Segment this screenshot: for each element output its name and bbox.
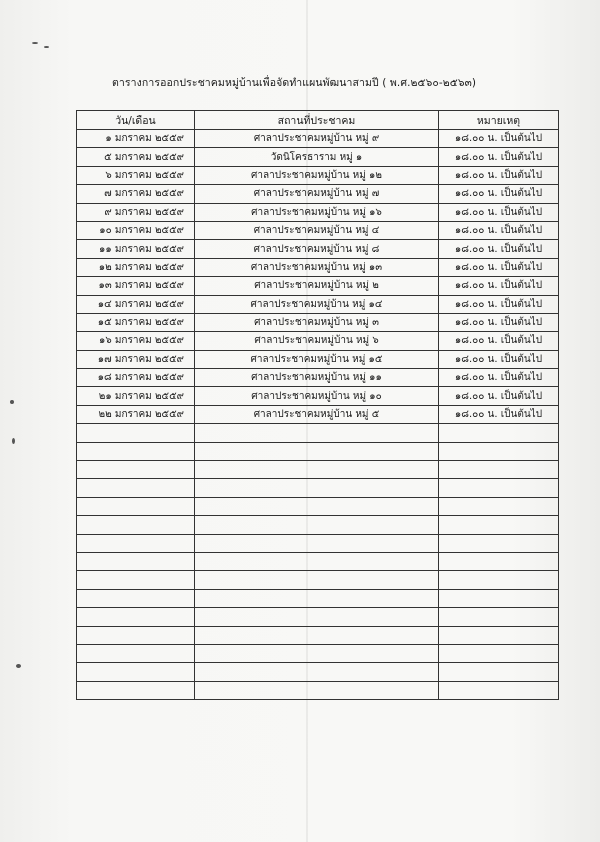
row-place: ศาลาประชาคมหมู่บ้าน หมู่ ๙ bbox=[195, 130, 439, 148]
table-row bbox=[77, 130, 559, 148]
table-row bbox=[77, 258, 559, 276]
row-place: ศาลาประชาคมหมู่บ้าน หมู่ ๑๒ bbox=[195, 166, 439, 184]
row-note bbox=[439, 442, 559, 460]
table-body bbox=[77, 130, 559, 700]
row-note: ๑๘.๐๐ น. เป็นต้นไป bbox=[439, 148, 559, 166]
table-row bbox=[77, 571, 559, 589]
row-place: ศาลาประชาคมหมู่บ้าน หมู่ ๘ bbox=[195, 240, 439, 258]
row-note: ๑๘.๐๐ น. เป็นต้นไป bbox=[439, 221, 559, 239]
row-note: ๑๘.๐๐ น. เป็นต้นไป bbox=[439, 166, 559, 184]
table-row bbox=[77, 332, 559, 350]
row-place bbox=[195, 516, 439, 534]
row-place bbox=[195, 663, 439, 681]
row-place: ศาลาประชาคมหมู่บ้าน หมู่ ๑๕ bbox=[195, 350, 439, 368]
table-row bbox=[77, 681, 559, 699]
table-row bbox=[77, 277, 559, 295]
row-note: ๑๘.๐๐ น. เป็นต้นไป bbox=[439, 240, 559, 258]
row-date bbox=[77, 626, 195, 644]
table-row bbox=[77, 424, 559, 442]
row-date: ๑๕ มกราคม ๒๕๕๙ bbox=[77, 313, 195, 331]
document-title: ตารางการออกประชาคมหมู่บ้านเพื่อจัดทำแผนพัฒนาสามปี ( พ.ศ.๒๕๖๐-๒๕๖๓) bbox=[112, 77, 477, 89]
row-note: ๑๘.๐๐ น. เป็นต้นไป bbox=[439, 130, 559, 148]
row-note bbox=[439, 663, 559, 681]
row-date bbox=[77, 644, 195, 662]
row-date: ๕ มกราคม ๒๕๕๙ bbox=[77, 148, 195, 166]
row-date: ๑๔ มกราคม ๒๕๕๙ bbox=[77, 295, 195, 313]
row-date bbox=[77, 589, 195, 607]
table-row bbox=[77, 663, 559, 681]
row-date: ๑ มกราคม ๒๕๕๙ bbox=[77, 130, 195, 148]
row-note bbox=[439, 424, 559, 442]
table-row bbox=[77, 185, 559, 203]
table-row bbox=[77, 626, 559, 644]
scan-speck bbox=[12, 438, 15, 444]
row-place bbox=[195, 534, 439, 552]
row-place bbox=[195, 424, 439, 442]
row-place: ศาลาประชาคมหมู่บ้าน หมู่ ๓ bbox=[195, 313, 439, 331]
row-date: ๑๗ มกราคม ๒๕๕๙ bbox=[77, 350, 195, 368]
row-note: ๑๘.๐๐ น. เป็นต้นไป bbox=[439, 350, 559, 368]
row-note bbox=[439, 479, 559, 497]
row-note bbox=[439, 571, 559, 589]
row-note bbox=[439, 552, 559, 570]
row-date bbox=[77, 516, 195, 534]
row-place bbox=[195, 681, 439, 699]
row-place bbox=[195, 626, 439, 644]
scan-speck bbox=[44, 46, 49, 48]
row-place: ศาลาประชาคมหมู่บ้าน หมู่ ๑๐ bbox=[195, 387, 439, 405]
row-note bbox=[439, 516, 559, 534]
row-place bbox=[195, 571, 439, 589]
table-row bbox=[77, 644, 559, 662]
row-place: ศาลาประชาคมหมู่บ้าน หมู่ ๕ bbox=[195, 405, 439, 423]
scan-speck bbox=[16, 664, 21, 668]
row-note: ๑๘.๐๐ น. เป็นต้นไป bbox=[439, 185, 559, 203]
header-date: วัน/เดือน bbox=[77, 111, 195, 130]
table-row bbox=[77, 148, 559, 166]
table-row bbox=[77, 295, 559, 313]
row-place: ศาลาประชาคมหมู่บ้าน หมู่ ๔ bbox=[195, 221, 439, 239]
row-note: ๑๘.๐๐ น. เป็นต้นไป bbox=[439, 313, 559, 331]
header-place: สถานที่ประชาคม bbox=[195, 111, 439, 130]
row-place bbox=[195, 461, 439, 479]
row-note: ๑๘.๐๐ น. เป็นต้นไป bbox=[439, 369, 559, 387]
row-place: ศาลาประชาคมหมู่บ้าน หมู่ ๒ bbox=[195, 277, 439, 295]
row-date bbox=[77, 497, 195, 515]
row-note bbox=[439, 534, 559, 552]
row-date: ๑๐ มกราคม ๒๕๕๙ bbox=[77, 221, 195, 239]
row-date bbox=[77, 552, 195, 570]
row-place bbox=[195, 608, 439, 626]
table-row bbox=[77, 461, 559, 479]
row-place bbox=[195, 589, 439, 607]
schedule-table bbox=[76, 110, 559, 700]
row-date: ๑๑ มกราคม ๒๕๕๙ bbox=[77, 240, 195, 258]
row-note bbox=[439, 644, 559, 662]
row-note bbox=[439, 626, 559, 644]
table-row bbox=[77, 350, 559, 368]
row-place: ศาลาประชาคมหมู่บ้าน หมู่ ๑๓ bbox=[195, 258, 439, 276]
table-row bbox=[77, 240, 559, 258]
row-place: ศาลาประชาคมหมู่บ้าน หมู่ ๖ bbox=[195, 332, 439, 350]
scan-speck bbox=[10, 400, 14, 404]
table-row bbox=[77, 369, 559, 387]
header-note: หมายเหตุ bbox=[439, 111, 559, 130]
row-place bbox=[195, 479, 439, 497]
row-note bbox=[439, 461, 559, 479]
row-note: ๑๘.๐๐ น. เป็นต้นไป bbox=[439, 405, 559, 423]
row-place bbox=[195, 442, 439, 460]
row-date: ๑๒ มกราคม ๒๕๕๙ bbox=[77, 258, 195, 276]
table-row bbox=[77, 405, 559, 423]
row-date bbox=[77, 461, 195, 479]
row-date bbox=[77, 442, 195, 460]
row-note bbox=[439, 681, 559, 699]
row-date: ๙ มกราคม ๒๕๕๙ bbox=[77, 203, 195, 221]
row-date bbox=[77, 534, 195, 552]
table-row bbox=[77, 497, 559, 515]
table-row bbox=[77, 534, 559, 552]
table-row bbox=[77, 313, 559, 331]
table-row bbox=[77, 552, 559, 570]
row-date bbox=[77, 479, 195, 497]
row-place: ศาลาประชาคมหมู่บ้าน หมู่ ๑๔ bbox=[195, 295, 439, 313]
table-row bbox=[77, 589, 559, 607]
row-note bbox=[439, 608, 559, 626]
row-date bbox=[77, 571, 195, 589]
row-date bbox=[77, 663, 195, 681]
table-row bbox=[77, 608, 559, 626]
row-place: ศาลาประชาคมหมู่บ้าน หมู่ ๗ bbox=[195, 185, 439, 203]
row-place: ศาลาประชาคมหมู่บ้าน หมู่ ๑๑ bbox=[195, 369, 439, 387]
row-place: ศาลาประชาคมหมู่บ้าน หมู่ ๑๖ bbox=[195, 203, 439, 221]
table-header-row bbox=[77, 111, 559, 130]
row-place bbox=[195, 552, 439, 570]
row-date: ๖ มกราคม ๒๕๕๙ bbox=[77, 166, 195, 184]
row-date bbox=[77, 681, 195, 699]
table-row bbox=[77, 166, 559, 184]
row-date: ๒๑ มกราคม ๒๕๕๙ bbox=[77, 387, 195, 405]
row-date: ๗ มกราคม ๒๕๕๙ bbox=[77, 185, 195, 203]
row-date bbox=[77, 424, 195, 442]
row-date: ๒๒ มกราคม ๒๕๕๙ bbox=[77, 405, 195, 423]
row-date: ๑๘ มกราคม ๒๕๕๙ bbox=[77, 369, 195, 387]
row-date: ๑๖ มกราคม ๒๕๕๙ bbox=[77, 332, 195, 350]
table-row bbox=[77, 221, 559, 239]
row-place bbox=[195, 497, 439, 515]
table-row bbox=[77, 203, 559, 221]
row-note: ๑๘.๐๐ น. เป็นต้นไป bbox=[439, 387, 559, 405]
table-row bbox=[77, 479, 559, 497]
table-row bbox=[77, 442, 559, 460]
scan-speck bbox=[32, 42, 38, 44]
row-date bbox=[77, 608, 195, 626]
row-note: ๑๘.๐๐ น. เป็นต้นไป bbox=[439, 258, 559, 276]
row-note bbox=[439, 589, 559, 607]
row-place: วัดนิโครธาราม หมู่ ๑ bbox=[195, 148, 439, 166]
table-row bbox=[77, 516, 559, 534]
row-date: ๑๓ มกราคม ๒๕๕๙ bbox=[77, 277, 195, 295]
row-note: ๑๘.๐๐ น. เป็นต้นไป bbox=[439, 295, 559, 313]
row-place bbox=[195, 644, 439, 662]
row-note: ๑๘.๐๐ น. เป็นต้นไป bbox=[439, 332, 559, 350]
row-note: ๑๘.๐๐ น. เป็นต้นไป bbox=[439, 277, 559, 295]
row-note: ๑๘.๐๐ น. เป็นต้นไป bbox=[439, 203, 559, 221]
table-row bbox=[77, 387, 559, 405]
row-note bbox=[439, 497, 559, 515]
